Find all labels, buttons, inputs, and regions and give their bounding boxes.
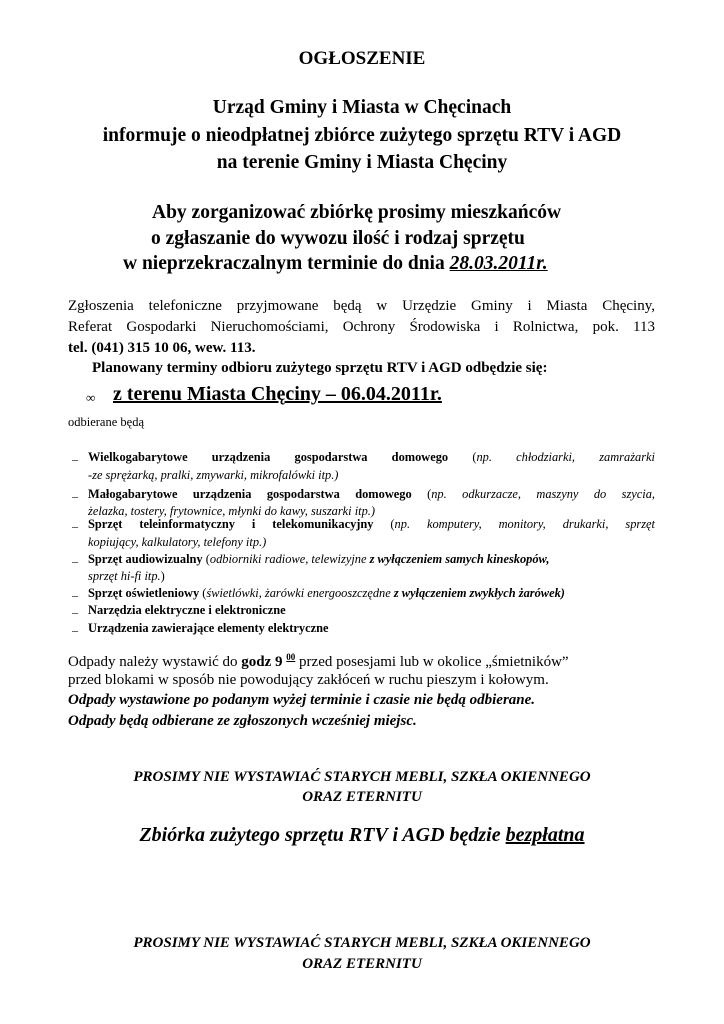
item-5-bullet: – (72, 588, 78, 602)
contact-line-1: Zgłoszenia telefoniczne przyjmowane będą w Urzędzie Gminy i Miasta Chęciny, (68, 298, 655, 314)
header-line-3: na terenie Gminy i Miasta Chęciny (216, 152, 508, 173)
instructions-line-1: Odpady należy wystawić do godz 9 $^{00}$ przed posesjami lub w okolice „śmietników” (68, 652, 569, 670)
item-3-line-2: kopiujący, kalkulatory, telefony itp.) (88, 535, 267, 549)
pickup-date: z terenu Miasta Chęciny – 06.04.2011r. (113, 383, 442, 405)
item-1-bullet: – (72, 452, 78, 466)
item-2-bullet: – (72, 489, 78, 503)
header-line-2: informuje o nieodpłatnej zbiórce zużytego sprzętu RTV i AGD (102, 125, 622, 146)
item-7-bullet: – (72, 623, 78, 637)
contact-phone: tel. (041) 315 10 06, wew. 113. (68, 340, 256, 356)
call-deadline-date: 28.03.2011r. (449, 253, 548, 274)
collected-label: odbierane będą (68, 415, 145, 429)
notice-repeat-line-1: PROSIMY NIE WYSTAWIAĆ STARYCH MEBLI, SZKŁA OKIENNEGO (133, 935, 591, 951)
call-deadline-prefix: w nieprzekraczalnym terminie do dnia (123, 253, 450, 274)
instructions-line-2: przed blokami w sposób nie powodujący zakłóceń w ruchu pieszym i kołowym. (68, 672, 549, 688)
item-4-bullet: – (72, 554, 78, 568)
notice-line-2: ORAZ ETERNITU (302, 789, 422, 805)
free-word: bezpłatna (505, 824, 585, 846)
item-3-bullet: – (72, 519, 78, 533)
item-4-line-1: Sprzęt audiowizualny (odbiorniki radiowe, telewizyjne z wyłączeniem samych kineskopów, (88, 552, 550, 566)
header-line-1: Urząd Gminy i Miasta w Chęcinach (212, 97, 512, 118)
pickup-time: godz 9 $^{00}$ (241, 652, 296, 670)
schedule-heading: Planowany terminy odbioru zużytego sprzętu RTV i AGD odbędzie się: (92, 360, 548, 376)
notice-repeat-line-2: ORAZ ETERNITU (302, 956, 422, 972)
item-1-line-1: Wielkogabarytowe urządzenia gospodarstwa domowego (np. chłodziarki, zamrażarki (88, 450, 655, 464)
item-6-line-1: Narzędzia elektryczne i elektroniczne (88, 603, 286, 617)
call-line-1: Aby zorganizować zbiórkę prosimy mieszkańców (152, 202, 562, 223)
item-1-line-2: -ze sprężarką, pralki, zmywarki, mikrofalówki itp.) (88, 468, 339, 482)
free-collection-line: Zbiórka zużytego sprzętu RTV i AGD będzie bezpłatna (139, 824, 585, 846)
item-7-line-1: Urządzenia zawierające elementy elektryczne (88, 621, 329, 635)
item-2-line-2: żelazka, tostery, frytownice, młynki do kawy, suszarki itp.) (88, 504, 376, 518)
item-6-bullet: – (72, 605, 78, 619)
instructions-line-3: Odpady wystawione po podanym wyżej terminie i czasie nie będą odbierane. (68, 692, 536, 708)
contact-line-2: Referat Gospodarki Nieruchomościami, Ochrony Środowiska i Rolnictwa, pok. 113 (68, 319, 655, 335)
item-4-line-2: sprzęt hi-fi itp.) (88, 569, 165, 583)
notice-line-1: PROSIMY NIE WYSTAWIAĆ STARYCH MEBLI, SZKŁA OKIENNEGO (133, 769, 591, 785)
instructions-line-4: Odpady będą odbierane ze zgłoszonych wcześniej miejsc. (68, 713, 417, 729)
call-line-2: o zgłaszanie do wywozu ilość i rodzaj sprzętu (151, 228, 525, 249)
infinity-bullet-icon: ∞ (86, 390, 96, 405)
item-3-line-1: Sprzęt teleinformatyczny i telekomunikacyjny (np. komputery, monitory, drukarki, sprzęt (88, 517, 655, 531)
document-title: OGŁOSZENIE (298, 48, 426, 69)
item-5-line-1: Sprzęt oświetleniowy (świetlówki, żarówki energooszczędne z wyłączeniem zwykłych żarówek) (88, 586, 565, 600)
item-2-line-1: Małogabarytowe urządzenia gospodarstwa domowego (np. odkurzacze, maszyny do szycia, (88, 487, 656, 501)
call-line-3 (123, 253, 548, 275)
